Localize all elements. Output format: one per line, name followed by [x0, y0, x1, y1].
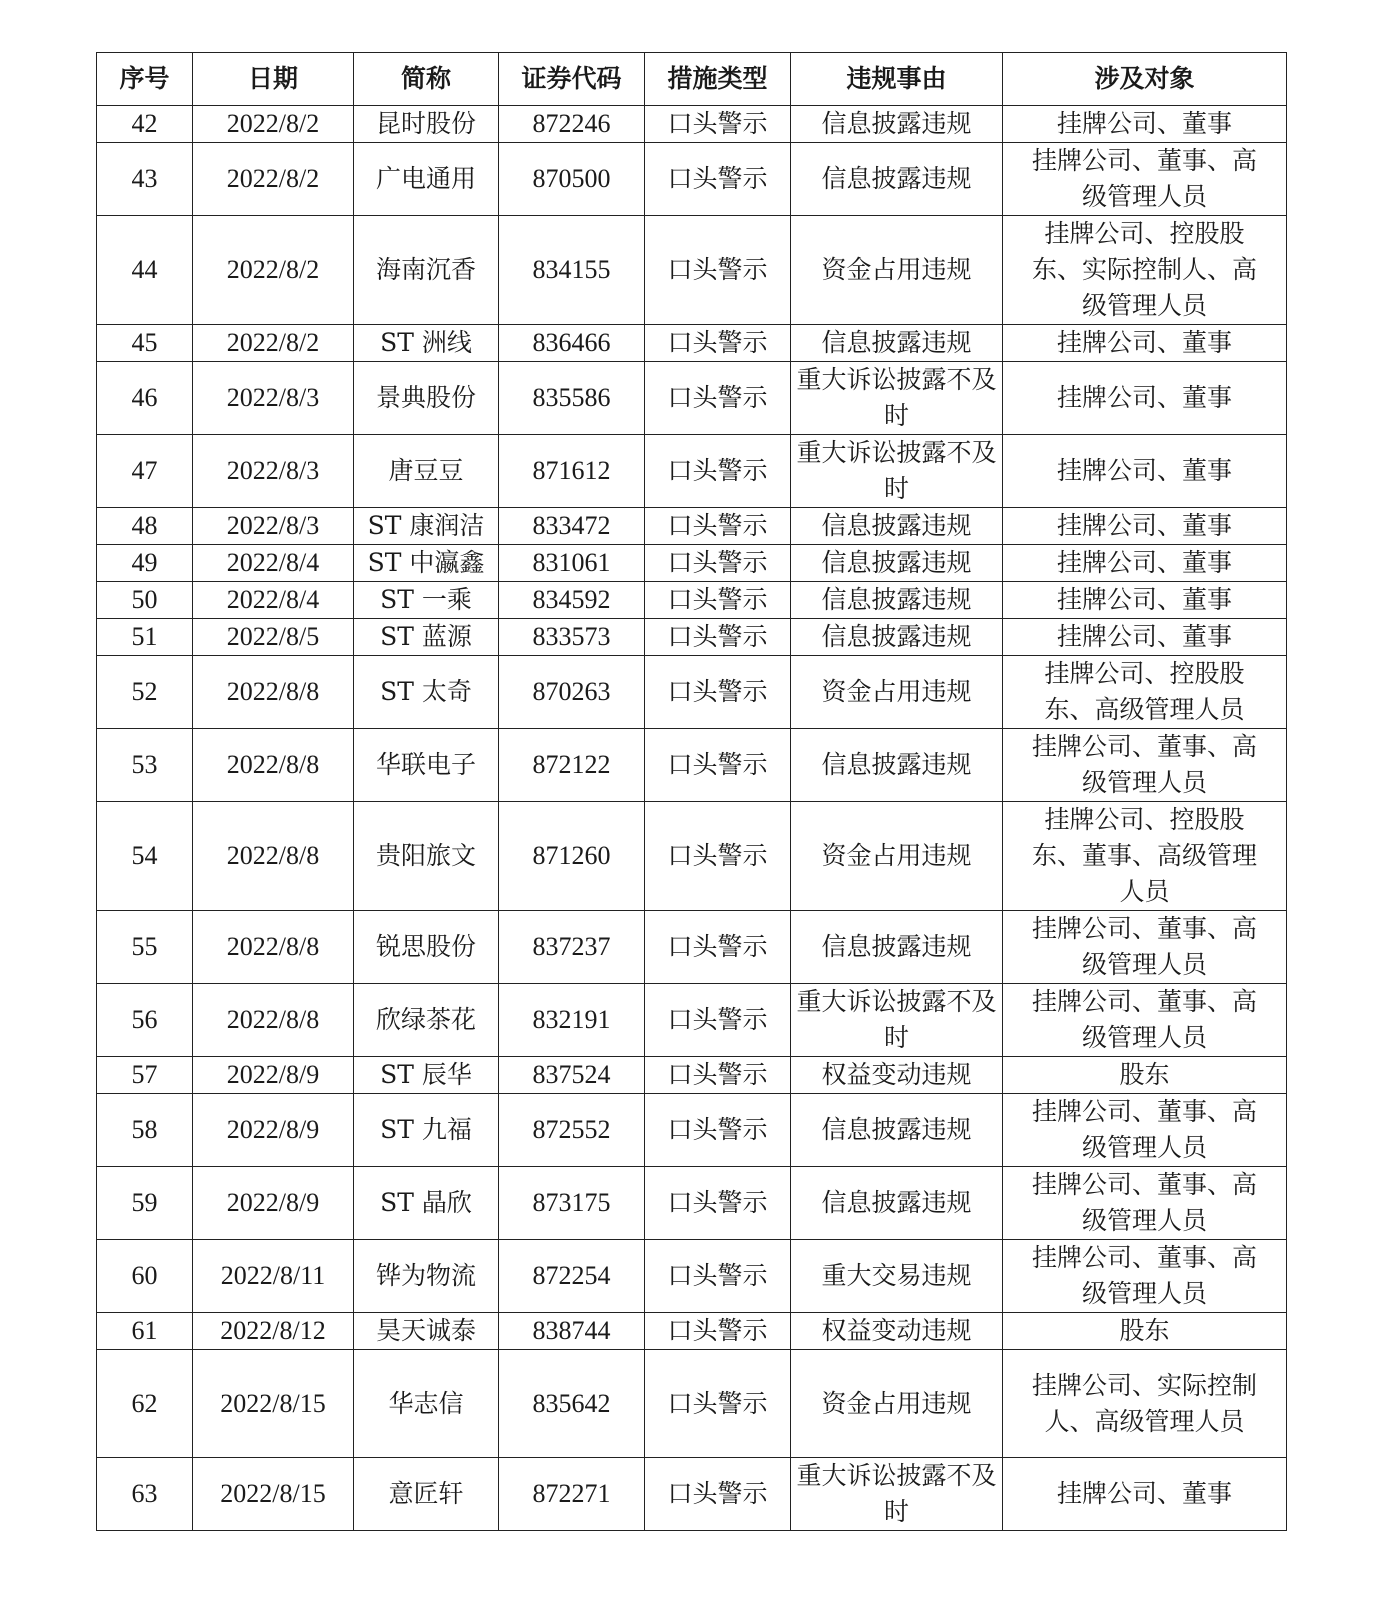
table-row [97, 802, 1287, 911]
cell-date: 2022/8/4 [193, 545, 354, 582]
table-row [97, 143, 1287, 216]
regulatory-measures-table [96, 52, 1287, 1531]
cell-date: 2022/8/9 [193, 1094, 354, 1167]
cell-no: 43 [97, 143, 193, 216]
cell-code: 831061 [499, 545, 645, 582]
cell-target: 挂牌公司、董事 [1003, 619, 1287, 656]
cell-code: 835586 [499, 362, 645, 435]
table-body [97, 106, 1287, 1531]
cell-no: 45 [97, 325, 193, 362]
cell-reason: 信息披露违规 [791, 545, 1003, 582]
cell-code: 871260 [499, 802, 645, 911]
cell-measure: 口头警示 [645, 802, 791, 911]
cell-reason: 资金占用违规 [791, 1350, 1003, 1458]
cell-code: 870500 [499, 143, 645, 216]
cell-code: 837524 [499, 1057, 645, 1094]
cell-code: 836466 [499, 325, 645, 362]
cell-date: 2022/8/2 [193, 325, 354, 362]
table-row [97, 1240, 1287, 1313]
cell-date: 2022/8/8 [193, 656, 354, 729]
cell-no: 56 [97, 984, 193, 1057]
cell-measure: 口头警示 [645, 143, 791, 216]
cell-measure: 口头警示 [645, 911, 791, 984]
cell-target: 挂牌公司、董事 [1003, 325, 1287, 362]
cell-name: ST 康润洁 [354, 508, 499, 545]
cell-name: ST 洲线 [354, 325, 499, 362]
cell-measure: 口头警示 [645, 325, 791, 362]
cell-measure: 口头警示 [645, 106, 791, 143]
cell-name: 欣绿茶花 [354, 984, 499, 1057]
document-page [96, 52, 1286, 1531]
cell-date: 2022/8/3 [193, 435, 354, 508]
table-row [97, 362, 1287, 435]
cell-no: 46 [97, 362, 193, 435]
table-row [97, 1167, 1287, 1240]
cell-reason: 重大诉讼披露不及时 [791, 435, 1003, 508]
cell-date: 2022/8/2 [193, 143, 354, 216]
cell-date: 2022/8/3 [193, 508, 354, 545]
cell-reason: 信息披露违规 [791, 619, 1003, 656]
cell-no: 50 [97, 582, 193, 619]
cell-date: 2022/8/9 [193, 1167, 354, 1240]
cell-no: 47 [97, 435, 193, 508]
cell-reason: 资金占用违规 [791, 802, 1003, 911]
cell-no: 52 [97, 656, 193, 729]
cell-measure: 口头警示 [645, 1458, 791, 1531]
table-row [97, 1313, 1287, 1350]
table-row [97, 325, 1287, 362]
cell-code: 834155 [499, 216, 645, 325]
cell-name: 铧为物流 [354, 1240, 499, 1313]
cell-code: 838744 [499, 1313, 645, 1350]
cell-no: 60 [97, 1240, 193, 1313]
cell-reason: 信息披露违规 [791, 508, 1003, 545]
cell-name: ST 蓝源 [354, 619, 499, 656]
table-row [97, 1350, 1287, 1458]
cell-reason: 重大诉讼披露不及时 [791, 984, 1003, 1057]
table-header-row [97, 53, 1287, 106]
cell-name: ST 太奇 [354, 656, 499, 729]
cell-target: 挂牌公司、董事、高级管理人员 [1003, 984, 1287, 1057]
cell-name: 唐豆豆 [354, 435, 499, 508]
cell-name: 海南沉香 [354, 216, 499, 325]
cell-measure: 口头警示 [645, 1167, 791, 1240]
cell-reason: 权益变动违规 [791, 1057, 1003, 1094]
cell-name: 昆时股份 [354, 106, 499, 143]
cell-date: 2022/8/2 [193, 216, 354, 325]
cell-code: 870263 [499, 656, 645, 729]
cell-date: 2022/8/4 [193, 582, 354, 619]
cell-measure: 口头警示 [645, 1240, 791, 1313]
cell-target: 挂牌公司、实际控制人、高级管理人员 [1003, 1350, 1287, 1458]
cell-code: 871612 [499, 435, 645, 508]
cell-code: 873175 [499, 1167, 645, 1240]
cell-name: 华联电子 [354, 729, 499, 802]
cell-code: 872552 [499, 1094, 645, 1167]
cell-name: 景典股份 [354, 362, 499, 435]
cell-measure: 口头警示 [645, 1313, 791, 1350]
cell-no: 51 [97, 619, 193, 656]
cell-target: 股东 [1003, 1313, 1287, 1350]
cell-no: 48 [97, 508, 193, 545]
cell-date: 2022/8/15 [193, 1350, 354, 1458]
cell-measure: 口头警示 [645, 656, 791, 729]
cell-measure: 口头警示 [645, 216, 791, 325]
cell-code: 872246 [499, 106, 645, 143]
cell-target: 挂牌公司、控股股东、董事、高级管理人员 [1003, 802, 1287, 911]
cell-name: ST 辰华 [354, 1057, 499, 1094]
cell-code: 834592 [499, 582, 645, 619]
cell-name: 昊天诚泰 [354, 1313, 499, 1350]
cell-date: 2022/8/12 [193, 1313, 354, 1350]
cell-name: 广电通用 [354, 143, 499, 216]
cell-no: 57 [97, 1057, 193, 1094]
cell-target: 挂牌公司、董事、高级管理人员 [1003, 143, 1287, 216]
cell-date: 2022/8/8 [193, 984, 354, 1057]
cell-reason: 资金占用违规 [791, 656, 1003, 729]
cell-no: 49 [97, 545, 193, 582]
cell-reason: 重大诉讼披露不及时 [791, 362, 1003, 435]
cell-name: 华志信 [354, 1350, 499, 1458]
cell-reason: 重大交易违规 [791, 1240, 1003, 1313]
cell-measure: 口头警示 [645, 508, 791, 545]
cell-date: 2022/8/8 [193, 802, 354, 911]
cell-target: 挂牌公司、董事、高级管理人员 [1003, 1167, 1287, 1240]
cell-measure: 口头警示 [645, 1350, 791, 1458]
cell-measure: 口头警示 [645, 435, 791, 508]
table-row [97, 508, 1287, 545]
cell-target: 挂牌公司、董事、高级管理人员 [1003, 1240, 1287, 1313]
cell-measure: 口头警示 [645, 984, 791, 1057]
cell-measure: 口头警示 [645, 362, 791, 435]
cell-date: 2022/8/9 [193, 1057, 354, 1094]
cell-target: 挂牌公司、董事 [1003, 362, 1287, 435]
cell-target: 挂牌公司、董事 [1003, 435, 1287, 508]
cell-code: 872122 [499, 729, 645, 802]
cell-no: 58 [97, 1094, 193, 1167]
cell-no: 63 [97, 1458, 193, 1531]
header-cell-measure: 措施类型 [645, 53, 791, 106]
cell-no: 42 [97, 106, 193, 143]
cell-code: 832191 [499, 984, 645, 1057]
cell-target: 挂牌公司、控股股东、高级管理人员 [1003, 656, 1287, 729]
cell-no: 55 [97, 911, 193, 984]
cell-target: 挂牌公司、董事 [1003, 545, 1287, 582]
table-row [97, 1057, 1287, 1094]
cell-reason: 信息披露违规 [791, 729, 1003, 802]
cell-measure: 口头警示 [645, 1057, 791, 1094]
cell-no: 54 [97, 802, 193, 911]
cell-code: 837237 [499, 911, 645, 984]
table-row [97, 1094, 1287, 1167]
table-row [97, 545, 1287, 582]
cell-no: 61 [97, 1313, 193, 1350]
table-row [97, 619, 1287, 656]
header-cell-name: 简称 [354, 53, 499, 106]
cell-target: 挂牌公司、董事、高级管理人员 [1003, 1094, 1287, 1167]
cell-date: 2022/8/8 [193, 729, 354, 802]
cell-target: 股东 [1003, 1057, 1287, 1094]
cell-measure: 口头警示 [645, 582, 791, 619]
cell-reason: 重大诉讼披露不及时 [791, 1458, 1003, 1531]
cell-measure: 口头警示 [645, 729, 791, 802]
cell-code: 872271 [499, 1458, 645, 1531]
cell-reason: 信息披露违规 [791, 582, 1003, 619]
header-cell-reason: 违规事由 [791, 53, 1003, 106]
header-cell-target: 涉及对象 [1003, 53, 1287, 106]
cell-date: 2022/8/8 [193, 911, 354, 984]
cell-name: 贵阳旅文 [354, 802, 499, 911]
header-cell-no: 序号 [97, 53, 193, 106]
cell-date: 2022/8/15 [193, 1458, 354, 1531]
table-row [97, 582, 1287, 619]
cell-reason: 信息披露违规 [791, 325, 1003, 362]
table-row [97, 656, 1287, 729]
cell-no: 53 [97, 729, 193, 802]
cell-no: 62 [97, 1350, 193, 1458]
cell-target: 挂牌公司、董事 [1003, 1458, 1287, 1531]
cell-no: 59 [97, 1167, 193, 1240]
table-row [97, 106, 1287, 143]
cell-reason: 权益变动违规 [791, 1313, 1003, 1350]
cell-target: 挂牌公司、董事、高级管理人员 [1003, 729, 1287, 802]
cell-target: 挂牌公司、控股股东、实际控制人、高级管理人员 [1003, 216, 1287, 325]
cell-code: 833573 [499, 619, 645, 656]
table-row [97, 984, 1287, 1057]
cell-name: 锐思股份 [354, 911, 499, 984]
cell-date: 2022/8/11 [193, 1240, 354, 1313]
cell-reason: 信息披露违规 [791, 106, 1003, 143]
cell-target: 挂牌公司、董事 [1003, 582, 1287, 619]
cell-reason: 信息披露违规 [791, 143, 1003, 216]
header-cell-date: 日期 [193, 53, 354, 106]
cell-measure: 口头警示 [645, 545, 791, 582]
table-row [97, 1458, 1287, 1531]
cell-name: 意匠轩 [354, 1458, 499, 1531]
cell-reason: 资金占用违规 [791, 216, 1003, 325]
cell-target: 挂牌公司、董事 [1003, 106, 1287, 143]
cell-measure: 口头警示 [645, 619, 791, 656]
table-row [97, 729, 1287, 802]
cell-name: ST 一乘 [354, 582, 499, 619]
header-cell-code: 证券代码 [499, 53, 645, 106]
cell-reason: 信息披露违规 [791, 911, 1003, 984]
cell-date: 2022/8/5 [193, 619, 354, 656]
cell-target: 挂牌公司、董事 [1003, 508, 1287, 545]
table-row [97, 216, 1287, 325]
table-row [97, 435, 1287, 508]
cell-code: 872254 [499, 1240, 645, 1313]
cell-measure: 口头警示 [645, 1094, 791, 1167]
cell-no: 44 [97, 216, 193, 325]
cell-name: ST 中瀛鑫 [354, 545, 499, 582]
cell-reason: 信息披露违规 [791, 1167, 1003, 1240]
cell-name: ST 九福 [354, 1094, 499, 1167]
cell-reason: 信息披露违规 [791, 1094, 1003, 1167]
cell-name: ST 晶欣 [354, 1167, 499, 1240]
cell-code: 833472 [499, 508, 645, 545]
cell-code: 835642 [499, 1350, 645, 1458]
table-row [97, 911, 1287, 984]
cell-date: 2022/8/3 [193, 362, 354, 435]
cell-target: 挂牌公司、董事、高级管理人员 [1003, 911, 1287, 984]
cell-date: 2022/8/2 [193, 106, 354, 143]
